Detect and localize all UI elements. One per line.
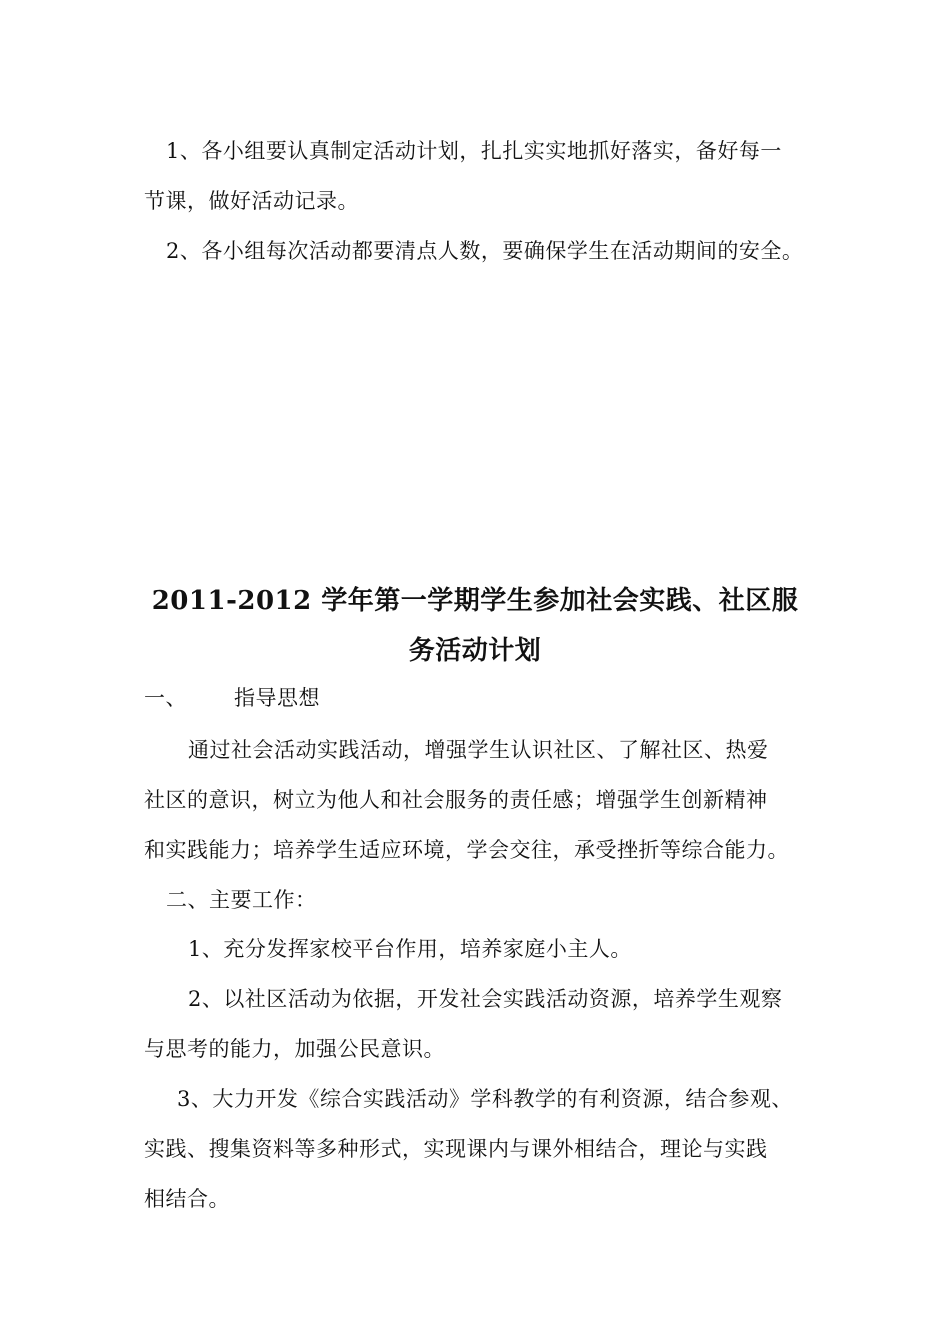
section-1-heading: 指导思想 [234,686,320,710]
top-item-2: 2、各小组每次活动都要清点人数，要确保学生在活动期间的安全。 [166,239,804,263]
top-item-1-line-1: 1、各小组要认真制定活动计划，扎扎实实地抓好落实，备好每一 [166,139,782,163]
section-1-paragraph-line-2: 社区的意识，树立为他人和社会服务的责任感；增强学生创新精神 [144,788,768,812]
section-1-paragraph-line-1: 通过社会活动实践活动，增强学生认识社区、了解社区、热爱 [188,738,769,762]
section-2-item-3-line-1: 3、大力开发《综合实践活动》学科教学的有利资源，结合参观、 [177,1087,793,1111]
section-2-item-3-line-3: 相结合。 [144,1187,230,1211]
section-1-number: 一、 [144,686,187,710]
section-2-item-1: 1、充分发挥家校平台作用，培养家庭小主人。 [188,937,632,961]
section-2-heading: 二、主要工作： [166,888,317,912]
section-2-item-3-line-2: 实践、搜集资料等多种形式，实现课内与课外相结合，理论与实践 [144,1137,768,1161]
section-1-paragraph-line-3: 和实践能力；培养学生适应环境，学会交往，承受挫折等综合能力。 [144,838,789,862]
top-item-1-line-2: 节课，做好活动记录。 [144,189,359,213]
section-2-item-2-line-2: 与思考的能力，加强公民意识。 [144,1037,445,1061]
document-title-line-1: 2011-2012 学年第一学期学生参加社会实践、社区服 [151,586,799,616]
section-2-item-2-line-1: 2、以社区活动为依据，开发社会实践活动资源，培养学生观察 [188,987,783,1011]
document-title-line-2: 务活动计划 [408,636,542,666]
